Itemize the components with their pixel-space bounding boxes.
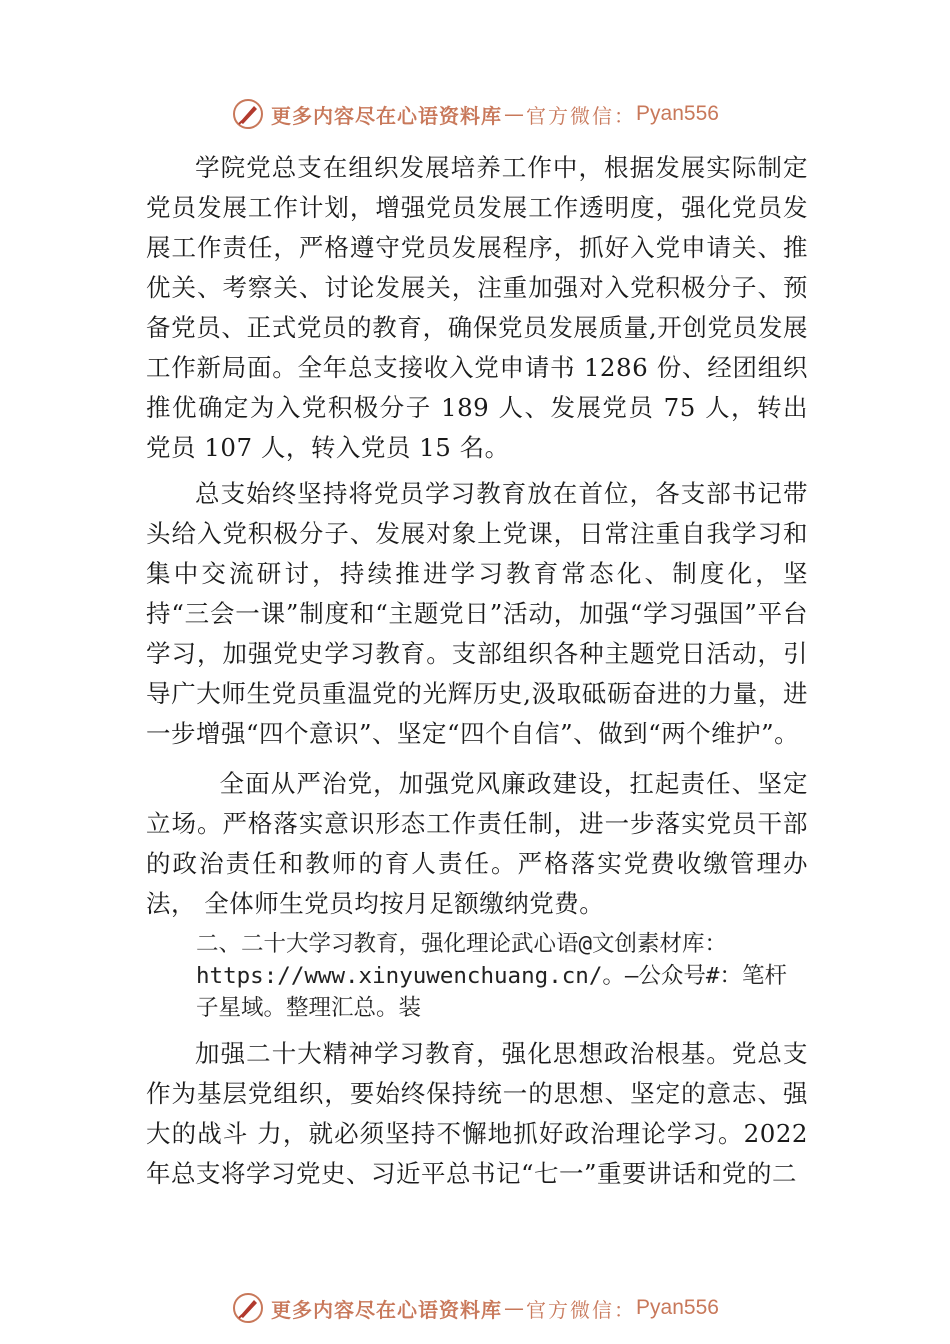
footer-banner-title: 更多内容尽在心语资料库 [271,1297,503,1322]
document-body [146,148,808,1194]
banner-wechat-label: 官方微信： [526,103,637,128]
paragraph-study-education: 总支始终坚持将党员学习教育放在首位，各支部书记带头给入党积极分子、发展对象上党课，日常注重自我学习和集中交流研讨，持续推进学习教育常态化、制度化，坚持“三会一课”制度和“主题党日”活动，加强“学习强国”平台学习，加强党史学习教育。支部组织各种主题党日活动，引导广大师生党员重温党的光辉历史,汲取砥砺奋进的力量，进一步增强“四个意识”、坚定“四个自信”、做到“两个维护”。 [146,479,808,748]
banner-wechat-account: Pyan556 [636,102,719,125]
paragraph-strict-governance: 全面从严治党，加强党风廉政建设，扛起责任、坚定立场。严格落实意识形态工作责任制，进一步落实党员干部的政治责任和教师的育人责任。严格落实党费收缴管理办法， 全体师生党员均按月足额缴纳党费。 [146,769,808,918]
banner-dash: — [504,102,525,126]
section-heading: 二、二十大学习教育，强化理论武心语@文创素材库：https://www.xinyuwenchuang.cn/。—公众号#：笔杆子星域。整理汇总。装 [196,931,787,1021]
footer-banner [0,1288,950,1328]
quill-pen-seal-icon [231,97,265,131]
paragraph-party-development: 学院党总支在组织发展培养工作中，根据发展实际制定党员发展工作计划，增强党员发展工作透明度，强化党员发展工作责任，严格遵守党员发展程序，抓好入党申请关、推优关、考察关、讨论发展关，注重加强对入党积极分子、预备党员、正式党员的教育，确保党员发展质量,开创党员发展工作新局面。全年总支接收入党申请书 1286 份、经团组织推优确定为入党积极分子 189 人、发展党员 75 人，转出党员 107 人，转入党员 15 名。 [146,153,808,462]
banner-title: 更多内容尽在心语资料库 [271,103,503,128]
quill-pen-seal-icon [231,1291,265,1325]
paragraph-congress-study: 加强二十大精神学习教育，强化思想政治根基。党总支作为基层党组织，要始终保持统一的思想、坚定的意志、强大的战斗 力，就必须坚持不懈地抓好政治理论学习。2022 年总支将学习党史、习近平总书记“七一”重要讲话和党的二 [146,1039,808,1188]
footer-wechat-label: 官方微信： [526,1297,637,1322]
header-banner [0,94,950,134]
footer-banner-dash: — [504,1296,525,1320]
footer-wechat-account: Pyan556 [636,1296,719,1319]
